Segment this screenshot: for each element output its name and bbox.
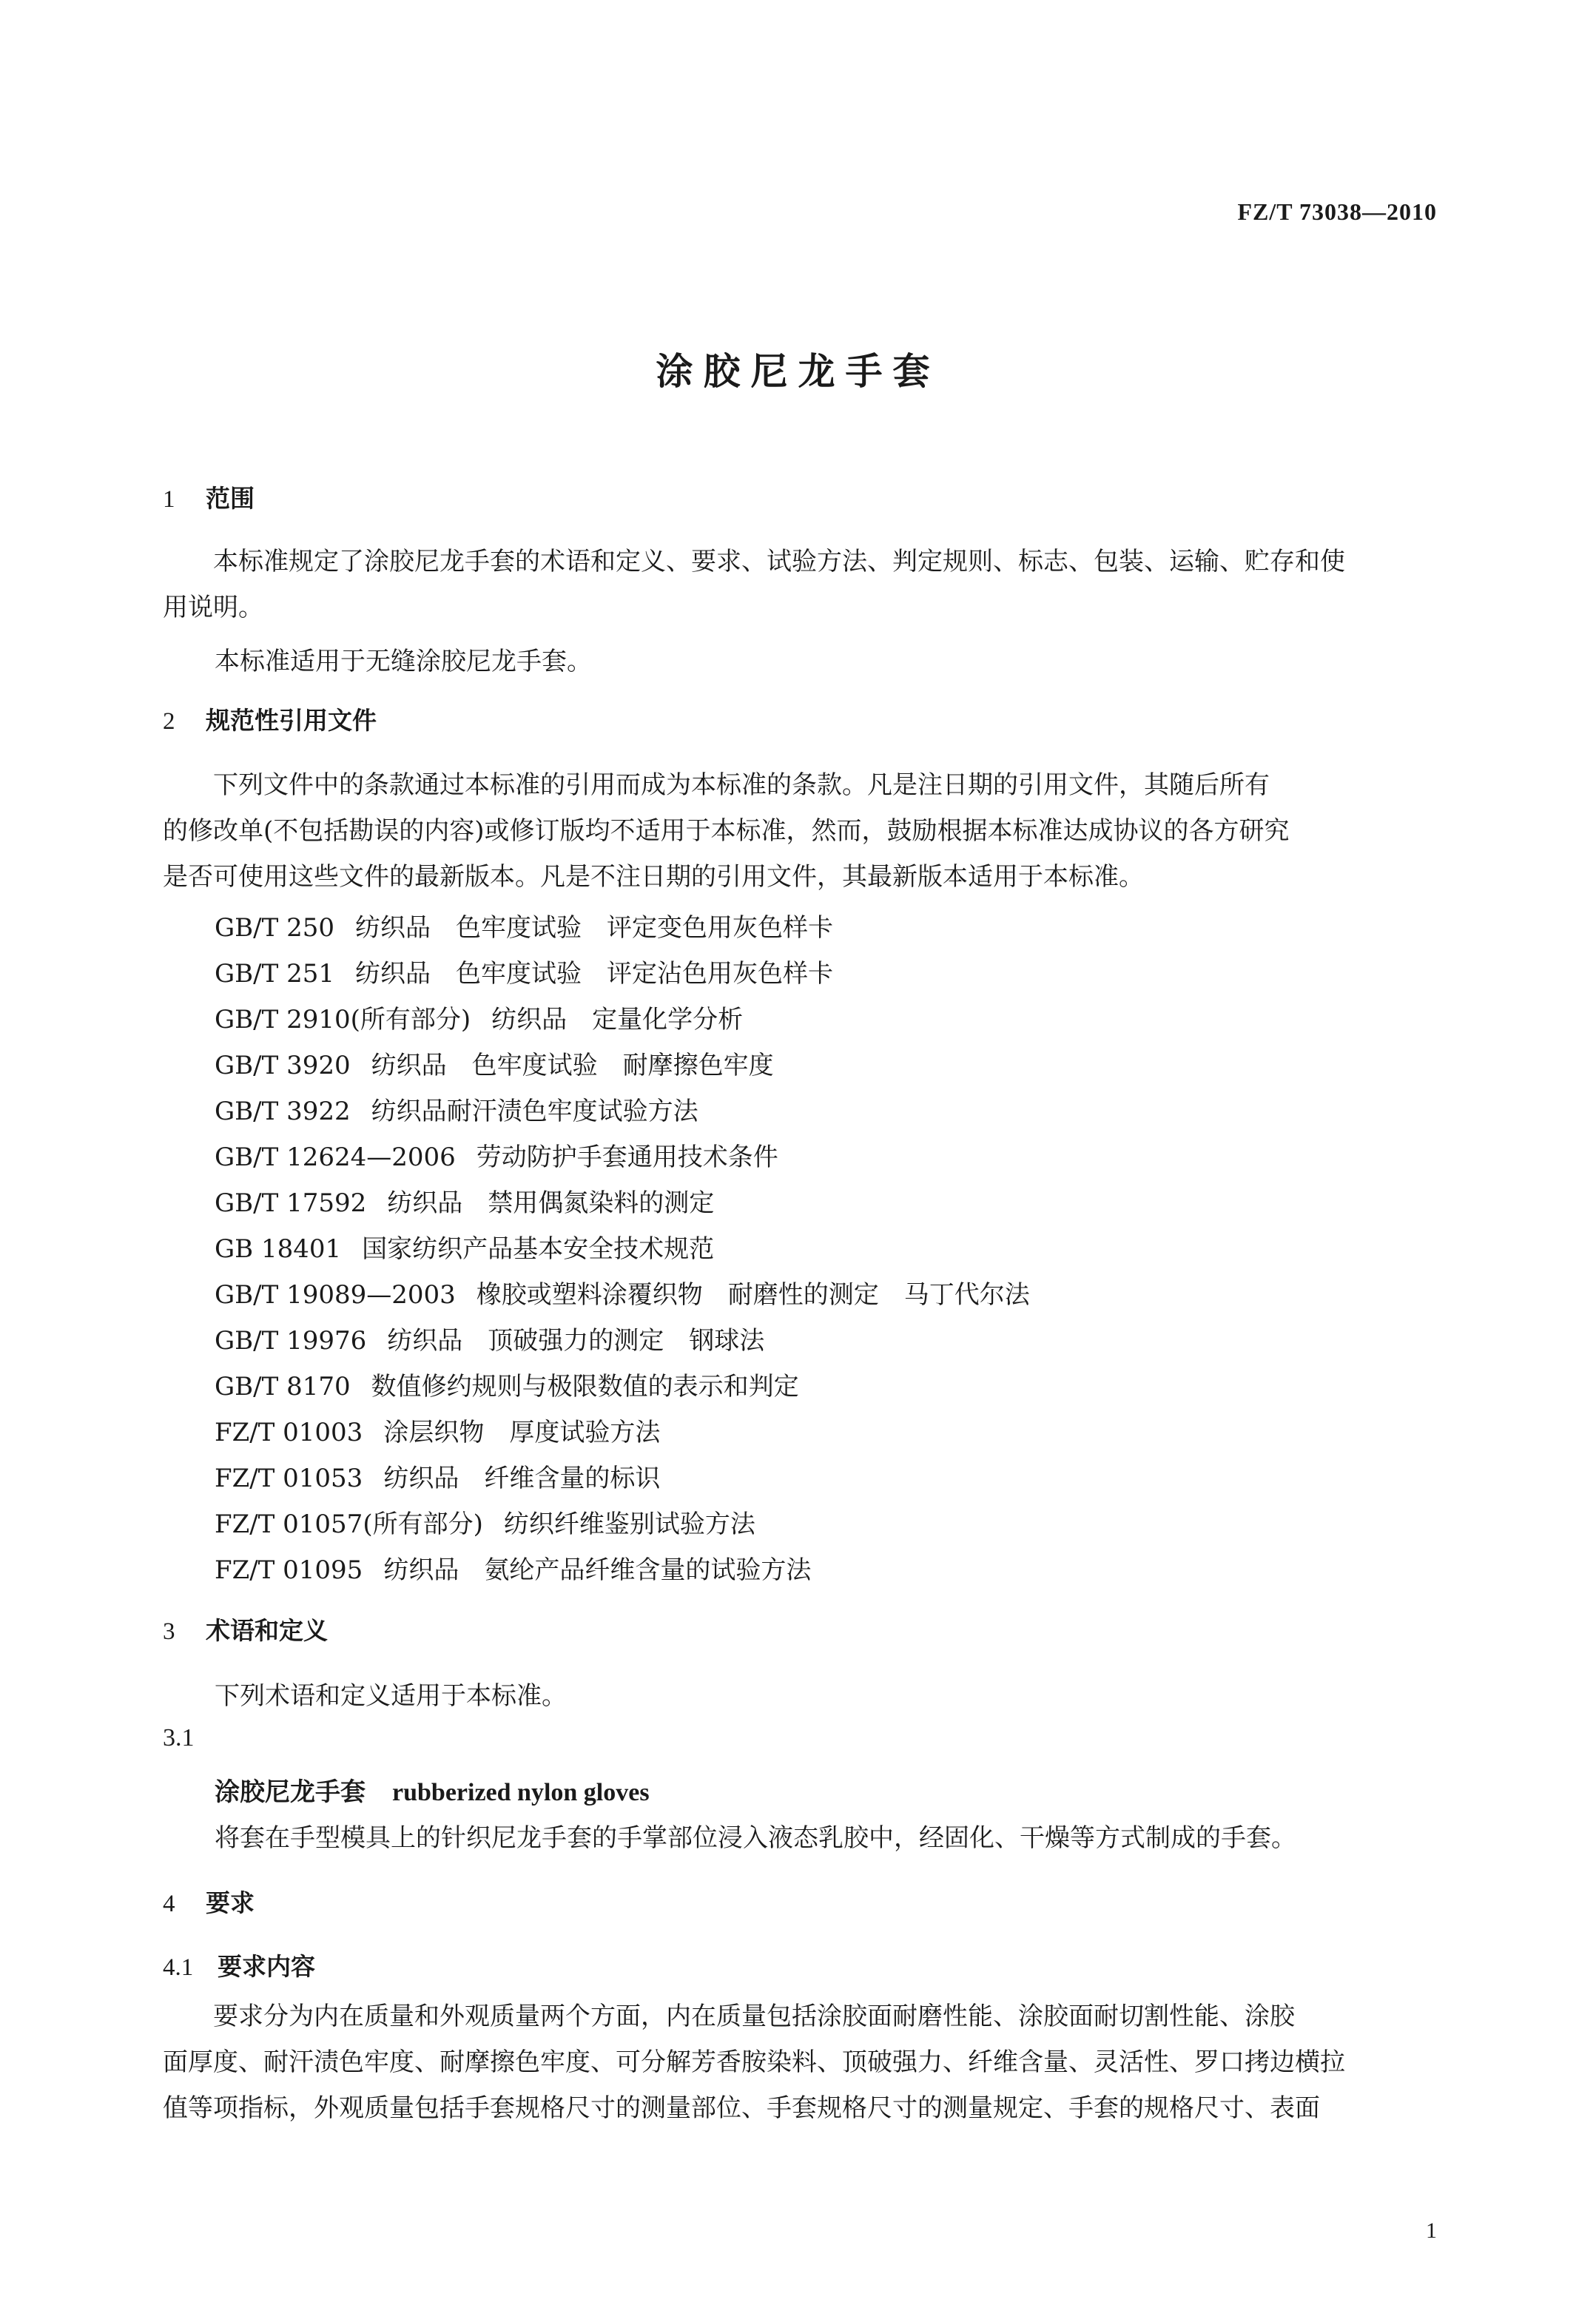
reference-code: GB/T 3922 (215, 1097, 351, 1126)
reference-title: 纺织品 定量化学分析 (491, 1005, 744, 1034)
section-2-title: 规范性引用文件 (206, 706, 377, 735)
section-2-paragraph (163, 762, 1435, 900)
section-3-title: 术语和定义 (206, 1616, 328, 1645)
standard-number: FZ/T 73038—2010 (1237, 198, 1437, 225)
term-entry (215, 1771, 650, 1808)
section-2-paragraph-line-3: 是否可使用这些文件的最新版本。凡是不注日期的引用文件，其最新版本适用于本标准。 (163, 862, 1144, 892)
reference-code: GB 18401 (215, 1234, 342, 1264)
reference-item (215, 1412, 660, 1448)
reference-code: GB/T 12624—2006 (215, 1143, 456, 1172)
reference-title: 纺织品 氨纶产品纤维含量的试验方法 (383, 1555, 812, 1585)
reference-title: 国家纺织产品基本安全技术规范 (362, 1234, 715, 1264)
reference-item (215, 953, 833, 989)
reference-title: 数值修约规则与极限数值的表示和判定 (371, 1372, 799, 1401)
reference-code: GB/T 17592 (215, 1188, 367, 1218)
page-number: 1 (1426, 2218, 1437, 2243)
section-3-number: 3 (163, 1618, 175, 1645)
section-1-paragraph-1-line-2: 用说明。 (163, 593, 263, 622)
reference-title: 纺织品 禁用偶氮染料的测定 (387, 1188, 715, 1218)
section-1-heading (163, 479, 255, 514)
reference-title: 纺织品 纤维含量的标识 (383, 1464, 661, 1493)
section-2-paragraph-line-2: 的修改单(不包括勘误的内容)或修订版均不适用于本标准，然而，鼓励根据本标准达成协议的各方研究 (163, 816, 1290, 846)
reference-item (215, 1366, 799, 1402)
section-1-paragraph-2: 本标准适用于无缝涂胶尼龙手套。 (215, 647, 592, 676)
document-title: 涂胶尼龙手套 (656, 350, 940, 393)
reference-title: 纺织品 色牢度试验 评定变色用灰色样卡 (354, 913, 833, 943)
section-4-paragraph-line-2: 面厚度、耐汗渍色牢度、耐摩擦色牢度、可分解芳香胺染料、顶破强力、纤维含量、灵活性、罗口拷边横拉 (163, 2047, 1345, 2077)
term-number: 3.1 (163, 1724, 195, 1752)
section-1-number: 1 (163, 486, 175, 513)
reference-item (215, 1045, 774, 1081)
reference-code: FZ/T 01003 (215, 1418, 363, 1447)
reference-title: 橡胶或塑料涂覆织物 耐磨性的测定 马丁代尔法 (476, 1280, 1030, 1310)
section-4-paragraph-line-3: 值等项指标，外观质量包括手套规格尺寸的测量部位、手套规格尺寸的测量规定、手套的规格尺寸、表面 (163, 2093, 1320, 2123)
reference-title: 纺织品 顶破强力的测定 钢球法 (387, 1326, 765, 1356)
reference-code: GB/T 2910(所有部分) (215, 1005, 471, 1034)
reference-code: FZ/T 01095 (215, 1555, 363, 1585)
reference-code: GB/T 19089—2003 (215, 1280, 456, 1310)
term-definition: 将套在手型模具上的针织尼龙手套的手掌部位浸入液态乳胶中，经固化、干燥等方式制成的手套。 (215, 1823, 1296, 1853)
reference-item (215, 1549, 811, 1586)
reference-item (215, 1182, 714, 1219)
section-1-paragraph-1-line-1: 本标准规定了涂胶尼龙手套的术语和定义、要求、试验方法、判定规则、标志、包装、运输、贮存和使 (213, 547, 1345, 576)
reference-code: GB/T 19976 (215, 1326, 367, 1356)
reference-item (215, 1458, 660, 1494)
reference-item (215, 907, 833, 943)
section-4-title: 要求 (206, 1888, 255, 1917)
reference-title: 纺织纤维鉴别试验方法 (503, 1510, 755, 1539)
term-english: rubberized nylon gloves (392, 1779, 650, 1806)
reference-title: 纺织品 色牢度试验 耐摩擦色牢度 (371, 1051, 774, 1080)
reference-item (215, 1091, 698, 1127)
section-1-paragraph-1 (163, 539, 1435, 630)
section-4-number: 4 (163, 1891, 175, 1917)
reference-item (215, 999, 743, 1035)
section-2-paragraph-line-1: 下列文件中的条款通过本标准的引用而成为本标准的条款。凡是注日期的引用文件，其随后所有 (213, 770, 1270, 800)
section-1-title: 范围 (206, 484, 255, 513)
reference-code: GB/T 8170 (215, 1372, 351, 1401)
reference-code: GB/T 3920 (215, 1051, 351, 1080)
reference-item (215, 1228, 714, 1265)
reference-title: 纺织品耐汗渍色牢度试验方法 (371, 1097, 698, 1126)
subsection-4-1-heading (163, 1948, 315, 1982)
reference-code: FZ/T 01053 (215, 1464, 363, 1493)
section-4-paragraph-line-1: 要求分为内在质量和外观质量两个方面，内在质量包括涂胶面耐磨性能、涂胶面耐切割性能、涂胶 (213, 2002, 1295, 2031)
term-chinese: 涂胶尼龙手套 (215, 1777, 366, 1807)
section-3-intro: 下列术语和定义适用于本标准。 (215, 1681, 567, 1711)
section-2-heading (163, 701, 377, 736)
reference-item (215, 1274, 1030, 1310)
section-2-number: 2 (163, 708, 175, 735)
section-4-paragraph (163, 1993, 1435, 2131)
reference-title: 纺织品 色牢度试验 评定沾色用灰色样卡 (354, 959, 833, 989)
reference-code: GB/T 250 (215, 913, 334, 943)
section-4-heading (163, 1884, 255, 1919)
reference-title: 劳动防护手套通用技术条件 (476, 1143, 778, 1172)
section-3-heading (163, 1612, 328, 1646)
reference-item (215, 1504, 755, 1540)
reference-title: 涂层织物 厚度试验方法 (383, 1418, 661, 1447)
subsection-4-1-number: 4.1 (163, 1954, 194, 1981)
reference-code: FZ/T 01057(所有部分) (215, 1510, 483, 1539)
reference-item (215, 1320, 764, 1356)
subsection-4-1-title: 要求内容 (218, 1952, 315, 1981)
reference-item (215, 1137, 778, 1173)
reference-code: GB/T 251 (215, 959, 334, 989)
